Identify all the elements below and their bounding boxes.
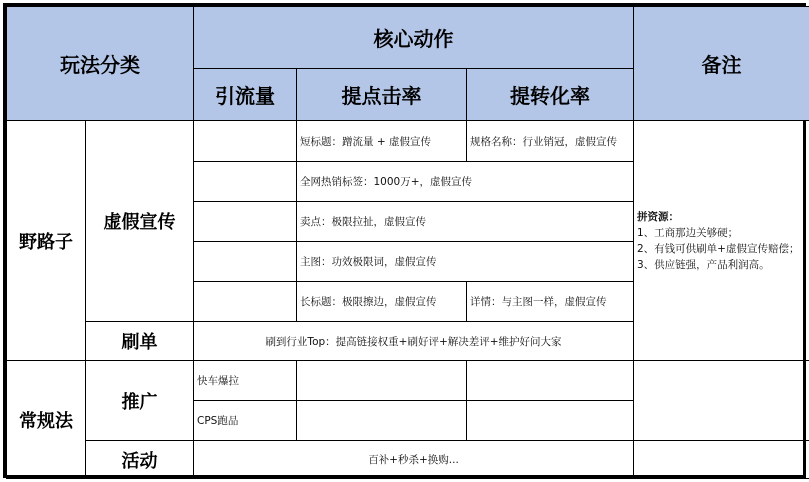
cell-cvr[interactable] xyxy=(467,361,634,401)
cell-traffic[interactable] xyxy=(194,162,297,202)
cell-ctr[interactable] xyxy=(297,361,467,401)
subcategory-false-advertising[interactable]: 虚假宣传 xyxy=(86,121,194,322)
spreadsheet-table xyxy=(3,3,806,478)
header-core-action[interactable]: 核心动作 xyxy=(194,7,634,69)
header-cvr[interactable]: 提转化率 xyxy=(467,69,634,121)
header-ctr[interactable]: 提点击率 xyxy=(297,69,467,121)
remark-promotion[interactable] xyxy=(634,361,809,441)
cell-ctr-cvr-merged[interactable]: 卖点：极限拉扯，虚假宣传 xyxy=(297,202,634,242)
cell-traffic[interactable] xyxy=(194,242,297,282)
header-remarks[interactable]: 备注 xyxy=(634,7,809,121)
remark-title: 拼资源： xyxy=(637,210,679,223)
cell-ctr[interactable]: 长标题：极限擦边，虚假宣传 xyxy=(297,282,467,322)
cell-events-merged[interactable]: 百补+秒杀+换购... xyxy=(194,441,634,479)
cell-cvr[interactable]: 详情：与主图一样，虚假宣传 xyxy=(467,282,634,322)
cell-ctr[interactable]: 短标题：蹭流量 + 虚假宣传 xyxy=(297,121,467,162)
cell-traffic[interactable]: 快车爆拉 xyxy=(194,361,297,401)
header-traffic[interactable]: 引流量 xyxy=(194,69,297,121)
remark-wild[interactable] xyxy=(634,121,809,361)
cell-fake-orders-merged[interactable]: 刷到行业Top：提高链接权重+刷好评+解决差评+维护好问大家 xyxy=(194,322,634,361)
cell-cvr[interactable] xyxy=(467,401,634,441)
remark-line: 2、有钱可供刷单+虚假宣传赔偿； xyxy=(637,242,800,255)
category-wild[interactable]: 野路子 xyxy=(7,121,86,361)
cell-ctr[interactable] xyxy=(297,401,467,441)
remark-line: 1、工商那边关够硬； xyxy=(637,226,739,239)
cell-ctr-cvr-merged[interactable]: 全网热销标签：1000万+，虚假宣传 xyxy=(297,162,634,202)
category-conventional[interactable]: 常规法 xyxy=(7,361,86,479)
subcategory-fake-orders[interactable]: 刷单 xyxy=(86,322,194,361)
remark-events[interactable] xyxy=(634,441,809,479)
cell-cvr[interactable]: 规格名称：行业销冠，虚假宣传 xyxy=(467,121,634,162)
cell-traffic[interactable] xyxy=(194,121,297,162)
remark-line: 3、供应链强，产品利润高。 xyxy=(637,258,770,271)
header-category[interactable]: 玩法分类 xyxy=(7,7,194,121)
cell-traffic[interactable] xyxy=(194,202,297,242)
subcategory-events[interactable]: 活动 xyxy=(86,441,194,479)
cell-traffic[interactable] xyxy=(194,282,297,322)
cell-ctr-cvr-merged[interactable]: 主图：功效极限词，虚假宣传 xyxy=(297,242,634,282)
cell-traffic[interactable]: CPS跑品 xyxy=(194,401,297,441)
subcategory-promotion[interactable]: 推广 xyxy=(86,361,194,441)
